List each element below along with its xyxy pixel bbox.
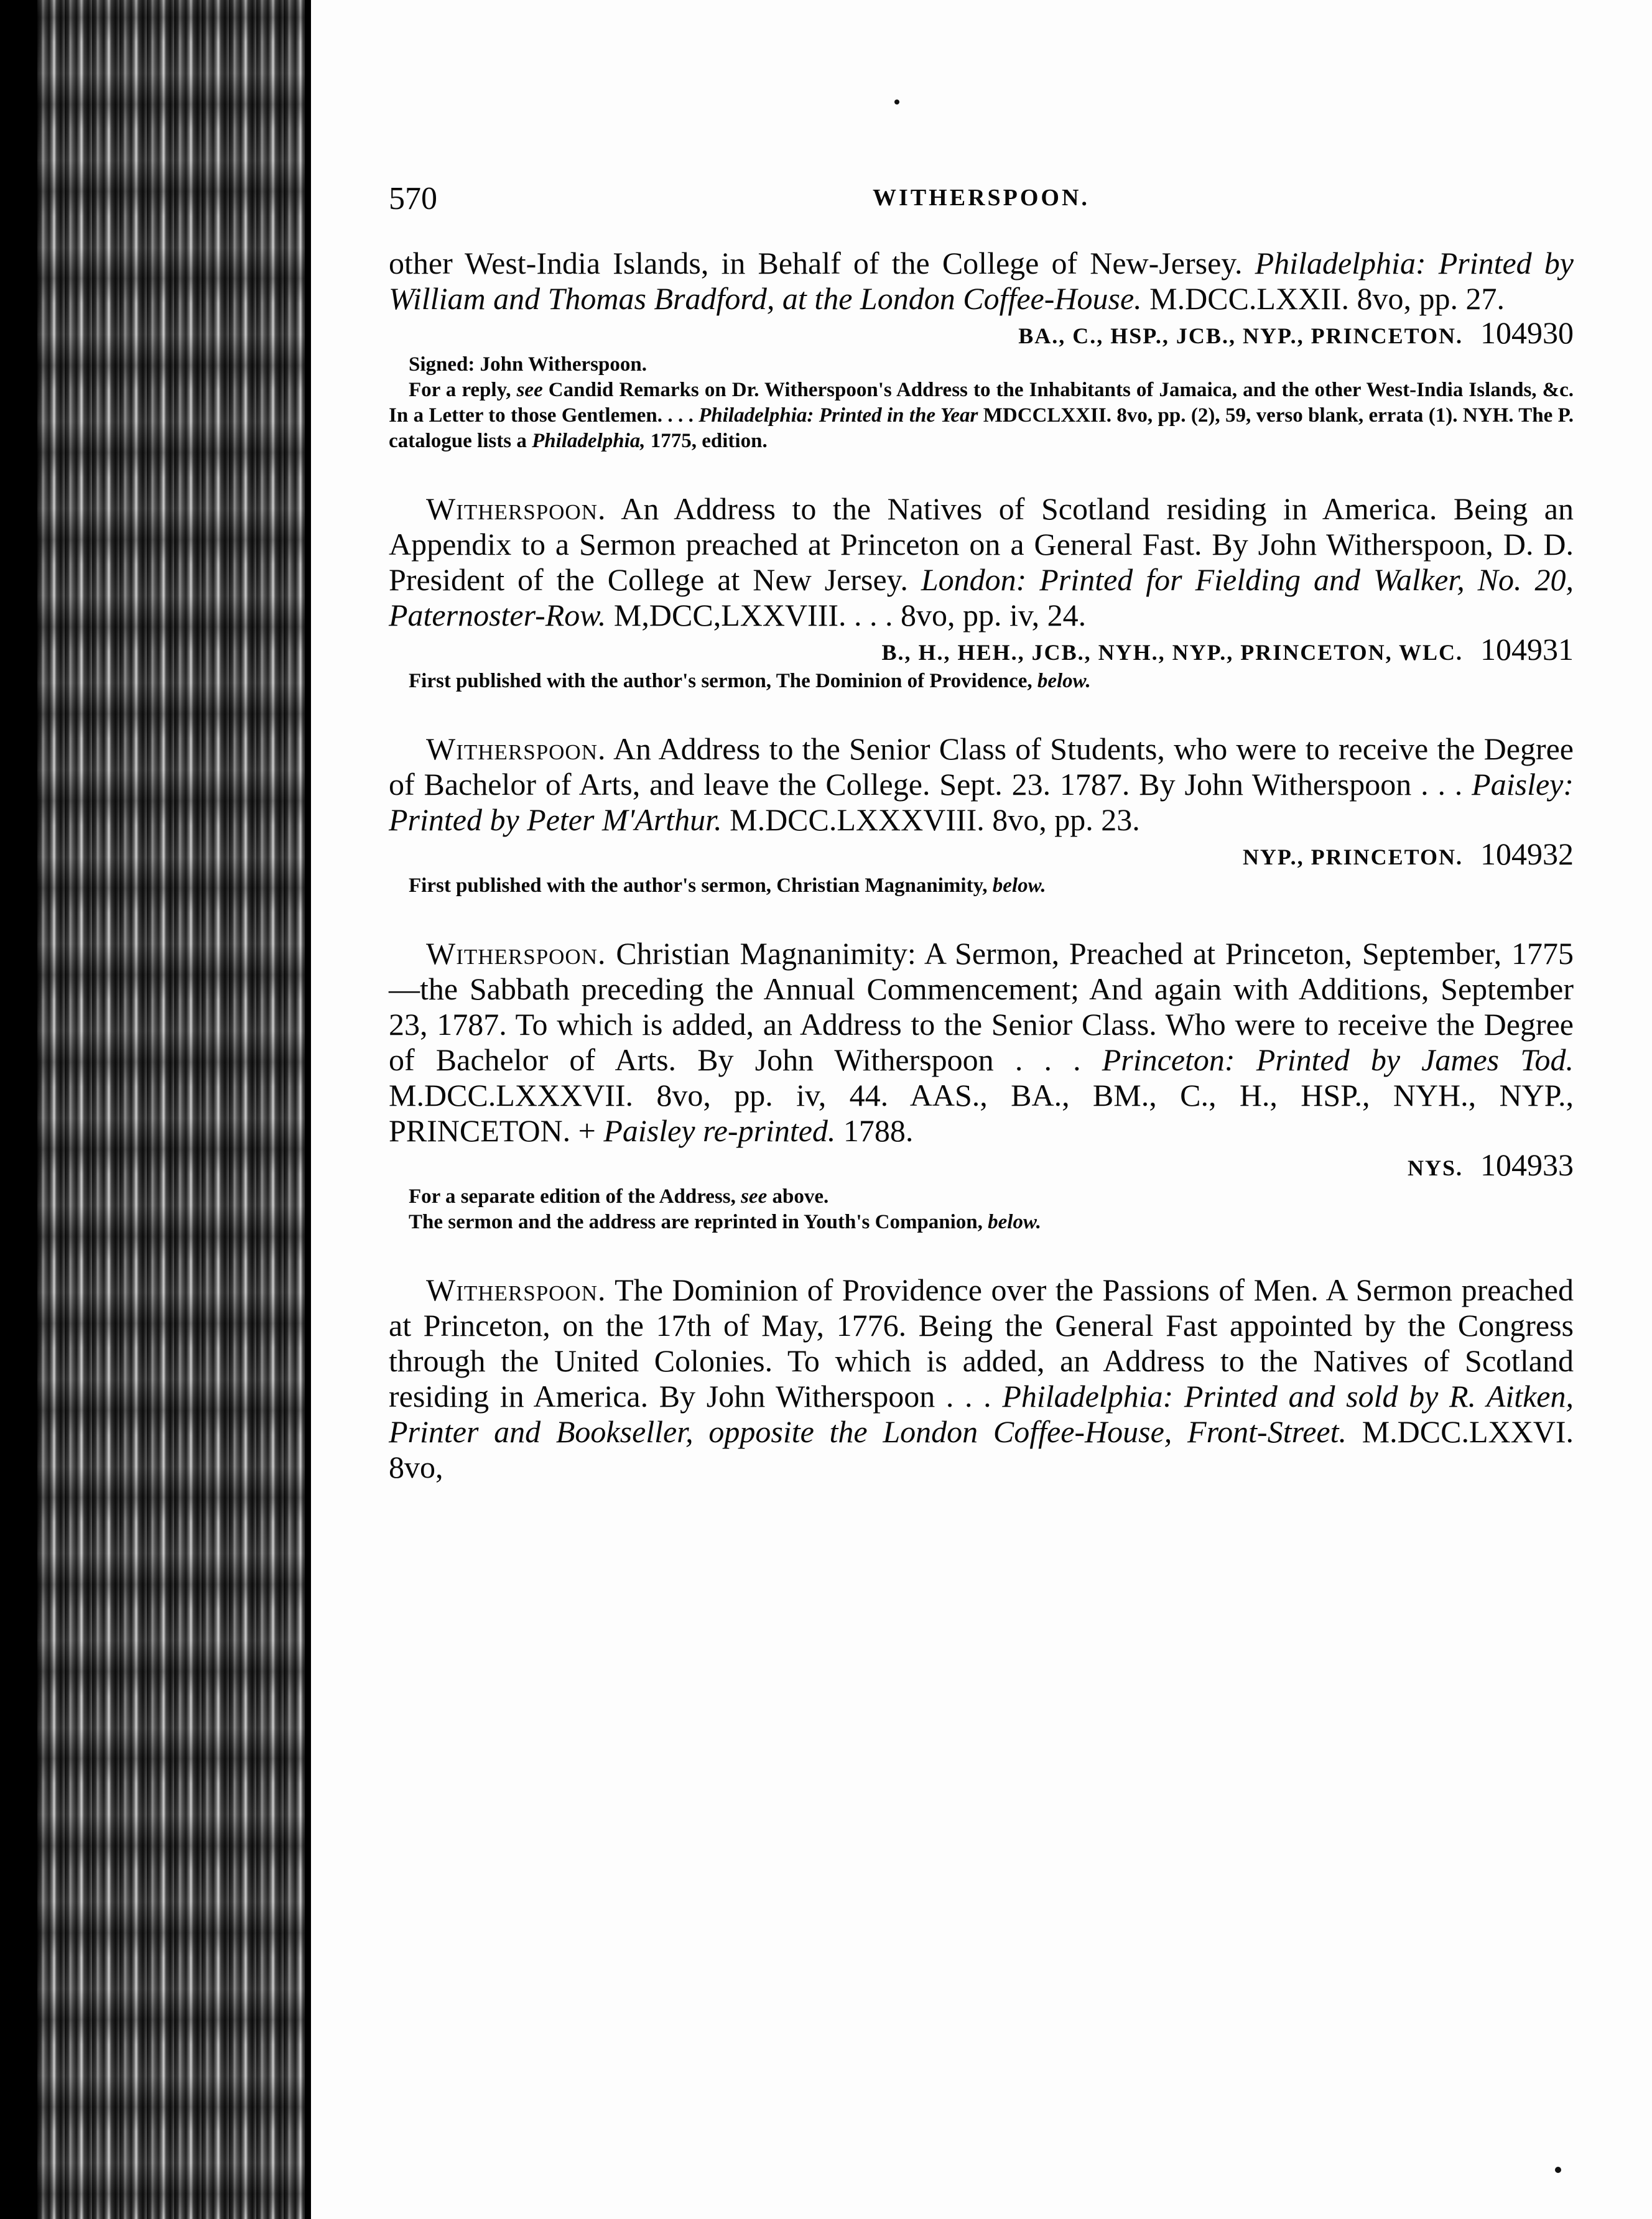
italic-text: London: Printed for Fielding and Walker, No. 20, Paternoster-Row.: [389, 562, 1574, 632]
entry-text: [389, 731, 1574, 838]
speck: [894, 100, 899, 104]
text-run: Signed: John Witherspoon.: [409, 353, 647, 376]
italic-text: Philadelphia: Printed and sold by R. Aitken, Printer and Bookseller, opposite the London Coffee-House, Front-Street.: [389, 1379, 1574, 1449]
text-run: MDCCLXXII. 8vo, pp. (2), 59, verso blank, errata (1). NYH. The P. catalogue lists a: [389, 404, 1574, 452]
note-line: [389, 873, 1574, 899]
text-run: An Address to the Senior Class of Students, who were to receive the Degree of Bachelor of Arts, and leave the College. Sept. 23. 1787. By John Witherspoon . . .: [389, 731, 1574, 802]
entry-number: 104930: [1480, 315, 1574, 350]
holdings-line: [389, 1149, 1574, 1184]
text-run: other West-India Islands, in Behalf of the College of New-Jersey.: [389, 246, 1255, 280]
italic-text: see: [741, 1185, 768, 1208]
note-line: [389, 669, 1574, 694]
note-line: [389, 1184, 1574, 1210]
italic-text: below.: [988, 1211, 1042, 1233]
holdings-libraries: BA., C., HSP., JCB., NYP., PRINCETON.: [1018, 323, 1463, 348]
bibliography-entry: [389, 1272, 1574, 1485]
text-run: The sermon and the address are reprinted in Youth's Companion,: [409, 1211, 988, 1233]
text-run: An Address to the Natives of Scotland residing in America. Being an Appendix to a Sermon preached at Princeton on a General Fast. By John Witherspoon, D. D. President of the College at New Jersey.: [389, 491, 1574, 597]
entry-number: 104931: [1480, 632, 1574, 667]
holdings-libraries: NYP., PRINCETON.: [1242, 845, 1463, 869]
italic-text: Philadelphia,: [532, 430, 646, 452]
author-name: Witherspoon.: [426, 936, 606, 971]
page-header: [389, 180, 1574, 224]
speck: [1555, 2167, 1561, 2173]
bibliography-entry: [389, 246, 1574, 454]
entry-text: [389, 491, 1574, 633]
author-name: Witherspoon.: [426, 731, 606, 766]
author-name: Witherspoon.: [426, 491, 606, 526]
text-run: Christian Magnanimity: A Sermon, Preached at Princeton, September, 1775—the Sabbath preceding the Annual Commencement; And again with Additions, September 23, 1787. To which is added, an Address to the Senior Class. Who were to receive the Degree of Bachelor of Arts. By John Witherspoon . . .: [389, 936, 1574, 1077]
page-number: 570: [389, 181, 437, 216]
text-run: First published with the author's sermon, Christian Magnanimity,: [409, 874, 993, 897]
bibliography-entry: [389, 936, 1574, 1235]
entry-number: 104932: [1480, 836, 1574, 871]
italic-text: Philadelphia: Printed in the Year: [698, 404, 978, 427]
running-head: WITHERSPOON.: [873, 185, 1090, 211]
text-run: For a reply,: [409, 379, 517, 401]
text-run: M.DCC.LXXXVII. 8vo, pp. iv, 44. AAS., BA., BM., C., H., HSP., NYH., NYP., PRINCETON. +: [389, 1078, 1574, 1148]
italic-text: Princeton: Printed by James Tod.: [1102, 1042, 1574, 1077]
text-run: The Dominion of Providence over the Passions of Men. A Sermon preached at Princeton, on the 17th of May, 1776. Being the General Fast appointed by the Congress through the United Colonies. To which is added, an Address to the Natives of Scotland residing in America. By John Witherspoon . . .: [389, 1272, 1574, 1414]
entry-notes: [389, 352, 1574, 454]
holdings-line: [389, 633, 1574, 669]
holdings-libraries: NYS.: [1407, 1156, 1463, 1180]
entry-notes: [389, 669, 1574, 694]
text-run: 1775, edition.: [645, 430, 768, 452]
text-run: For a separate edition of the Address,: [409, 1185, 741, 1208]
italic-text: below.: [1037, 670, 1091, 692]
italic-text: Paisley re-printed.: [603, 1113, 836, 1148]
text-run: M.DCC.LXXII. 8vo, pp. 27.: [1141, 281, 1505, 316]
entry-text: [389, 246, 1574, 317]
book-gutter: [37, 0, 305, 2219]
entry-number: 104933: [1480, 1147, 1574, 1182]
italic-text: below.: [992, 874, 1046, 897]
holdings-line: [389, 838, 1574, 873]
text-run: First published with the author's sermon, The Dominion of Providence,: [409, 670, 1037, 692]
holdings-line: [389, 317, 1574, 352]
italic-text: Philadelphia: Printed by William and Thomas Bradford, at the London Coffee-House.: [389, 246, 1574, 316]
italic-text: see: [516, 379, 543, 401]
note-line: [389, 378, 1574, 454]
note-line: [389, 1210, 1574, 1235]
entry-text: [389, 936, 1574, 1149]
text-run: M,DCC,LXXVIII. . . . 8vo, pp. iv, 24.: [606, 598, 1087, 632]
entry-notes: [389, 1184, 1574, 1235]
page-content: [389, 246, 1574, 1485]
note-line: [389, 352, 1574, 378]
entry-notes: [389, 873, 1574, 899]
text-run: M.DCC.LXXXVIII. 8vo, pp. 23.: [722, 802, 1140, 837]
text-run: 1788.: [835, 1113, 914, 1148]
holdings-libraries: B., H., HEH., JCB., NYH., NYP., PRINCETON, WLC.: [881, 640, 1463, 665]
text-run: Candid Remarks on Dr. Witherspoon's Address to the Inhabitants of Jamaica, and the other West-India Islands, &c. In a Letter to those Gentlemen. . . .: [389, 379, 1574, 427]
author-name: Witherspoon.: [426, 1272, 606, 1307]
bibliography-entry: [389, 731, 1574, 899]
italic-text: Paisley: Printed by Peter M'Arthur.: [389, 767, 1574, 837]
bibliography-entry: [389, 491, 1574, 694]
text-run: M.DCC.LXXVI. 8vo,: [389, 1414, 1574, 1485]
entry-text: [389, 1272, 1574, 1485]
text-run: above.: [767, 1185, 829, 1208]
